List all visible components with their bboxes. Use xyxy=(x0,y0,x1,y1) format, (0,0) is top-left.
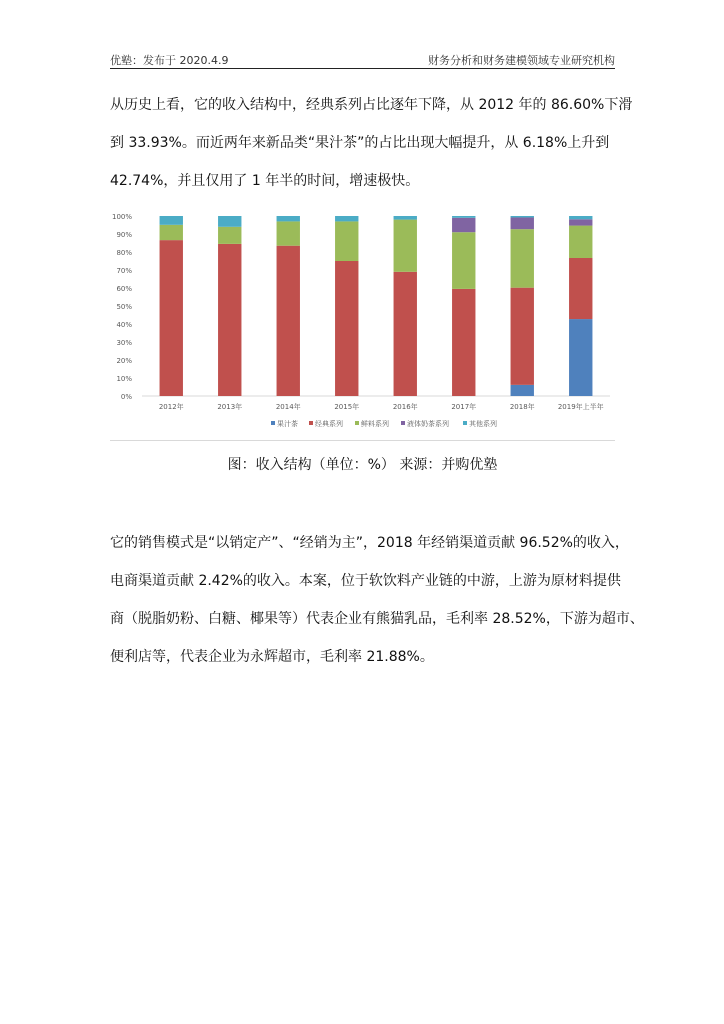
x-tick-label: 2014年 xyxy=(275,403,301,411)
x-tick-label: 2013年 xyxy=(217,403,243,411)
x-tick-label: 2012年 xyxy=(158,403,184,411)
bar-segment xyxy=(452,218,475,232)
bar-segment xyxy=(160,225,183,240)
paragraph-line: 到 33.93%。而近两年来新品类“果汁茶”的占比出现大幅提升，从 6.18%上升到 xyxy=(110,135,610,151)
y-tick-label: 80% xyxy=(116,249,132,257)
paragraph-line: 便利店等，代表企业为永辉超市，毛利率 21.88%。 xyxy=(110,649,434,665)
bar-segment xyxy=(511,385,534,396)
paragraph-line: 它的销售模式是“以销定产”、“经销为主”，2018 年经销渠道贡献 96.52%的收入， xyxy=(110,535,629,551)
bar-segment xyxy=(452,216,475,218)
bar-segment xyxy=(277,216,300,221)
bar-segment xyxy=(569,258,592,319)
bar-segment xyxy=(511,229,534,288)
legend-label: 经典系列 xyxy=(315,420,343,428)
y-tick-label: 70% xyxy=(116,267,132,275)
bar-segment xyxy=(218,216,241,227)
figure-caption: 图：收入结构（单位：%） 来源：并购优塾 xyxy=(227,457,498,473)
paragraph-line: 商（脱脂奶粉、白糖、椰果等）代表企业有熊猫乳品，毛利率 28.52%，下游为超市、 xyxy=(110,611,644,627)
bar-segment xyxy=(511,217,534,229)
y-tick-label: 20% xyxy=(116,357,132,365)
bar-segment xyxy=(452,232,475,289)
bar-segment xyxy=(160,240,183,396)
bar-segment xyxy=(277,221,300,245)
legend-swatch xyxy=(401,421,405,425)
bar-segment xyxy=(335,221,358,261)
legend-label: 液体奶茶系列 xyxy=(407,420,449,428)
bar-segment xyxy=(394,220,417,272)
paragraph-line: 电商渠道贡献 2.42%的收入。本案，位于软饮料产业链的中游，上游为原材料提供 xyxy=(110,573,621,589)
legend-swatch xyxy=(271,421,275,425)
y-tick-label: 100% xyxy=(111,213,132,221)
bar-segment xyxy=(569,226,592,258)
bar-segment xyxy=(452,289,475,396)
paragraph-line: 42.74%，并且仅用了 1 年半的时间，增速极快。 xyxy=(110,173,420,189)
legend-swatch xyxy=(463,421,467,425)
bar-segment xyxy=(394,216,417,220)
y-tick-label: 40% xyxy=(116,321,132,329)
page-header xyxy=(110,52,615,68)
y-tick-label: 50% xyxy=(116,303,132,311)
x-tick-label: 2017年 xyxy=(451,403,477,411)
bar-segment xyxy=(569,319,592,396)
bar-segment xyxy=(335,216,358,221)
bar-segment xyxy=(511,216,534,217)
bar-segment xyxy=(218,227,241,244)
bar-segment xyxy=(160,216,183,225)
bar-segment xyxy=(218,244,241,396)
paragraph-sales-model xyxy=(110,524,644,676)
y-tick-label: 10% xyxy=(116,375,132,383)
y-tick-label: 0% xyxy=(120,393,132,401)
chart-canvas xyxy=(110,206,615,438)
bar-segment xyxy=(511,288,534,385)
legend-label: 果汁茶 xyxy=(277,420,298,428)
paragraph-revenue-history xyxy=(110,86,633,200)
bar-segment xyxy=(569,216,592,219)
legend-swatch xyxy=(355,421,359,425)
x-tick-label: 2018年 xyxy=(509,403,535,411)
y-tick-label: 90% xyxy=(116,231,132,239)
header-publish-date: 优塾：发布于 2020.4.9 xyxy=(110,54,229,67)
y-tick-label: 30% xyxy=(116,339,132,347)
bar-segment xyxy=(335,261,358,396)
revenue-structure-chart xyxy=(110,206,615,438)
x-tick-label: 2019年上半年 xyxy=(557,403,604,411)
header-divider xyxy=(110,68,615,69)
bar-segment xyxy=(277,246,300,396)
legend-swatch xyxy=(309,421,313,425)
paragraph-line: 从历史上看，它的收入结构中，经典系列占比逐年下降，从 2012 年的 86.60%下滑 xyxy=(110,97,633,113)
bar-segment xyxy=(394,272,417,396)
x-tick-label: 2015年 xyxy=(334,403,360,411)
legend-label: 鲜料系列 xyxy=(361,420,389,428)
header-organization: 财务分析和财务建模领域专业研究机构 xyxy=(428,54,615,67)
x-tick-label: 2016年 xyxy=(392,403,418,411)
legend-label: 其他系列 xyxy=(469,420,497,428)
bar-segment xyxy=(569,219,592,225)
y-tick-label: 60% xyxy=(116,285,132,293)
chart-divider xyxy=(110,440,615,441)
